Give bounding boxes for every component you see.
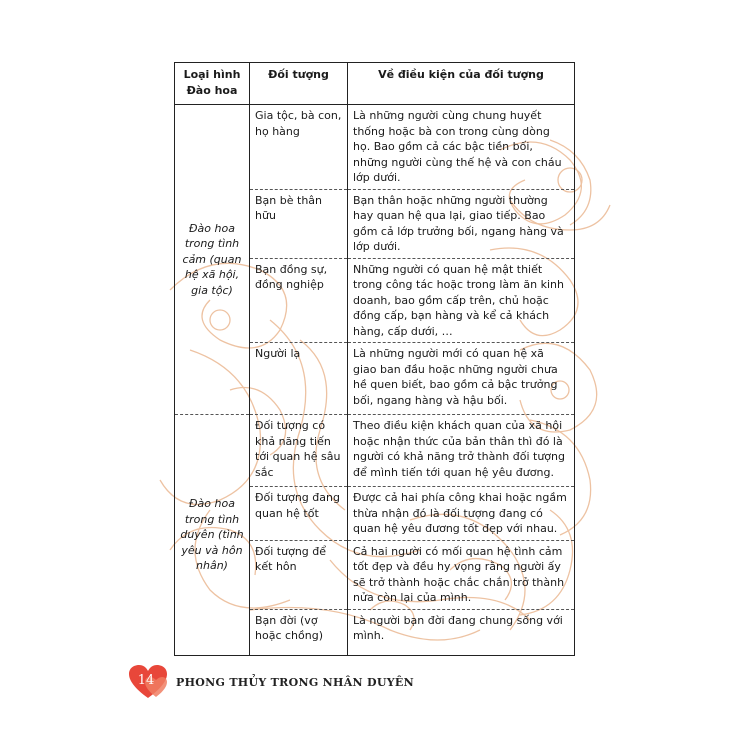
condition-cell: Bạn thân hoặc những người thường hay quan hệ qua lại, giao tiếp. Bao gồm cả lớp trưởng bối, ngang hàng và lớp dưới.: [348, 189, 575, 258]
table-header-row: [175, 63, 575, 105]
header-category: Loại hình Đào hoa: [175, 63, 250, 105]
condition-cell: Là người bạn đời đang chung sống với mình.: [348, 609, 575, 655]
running-title: PHONG THỦY TRONG NHÂN DUYÊN: [176, 675, 414, 689]
condition-cell: Những người có quan hệ mật thiết trong công tác hoặc trong làm ăn kinh doanh, bao gồm cấp trên, chủ hoặc đồng cấp, bạn hàng và kể cả khách hàng, cấp dưới, …: [348, 258, 575, 343]
page-number-badge: [128, 664, 168, 700]
category-cell: Đào hoa trong tình duyên (tình yêu và hôn nhân): [175, 415, 250, 656]
object-cell: Đối tượng đang quan hệ tốt: [250, 487, 348, 541]
header-condition: Về điều kiện của đối tượng: [348, 63, 575, 105]
object-cell: Đối tượng có khả năng tiến tới quan hệ sâu sắc: [250, 415, 348, 487]
object-cell: Đối tượng để kết hôn: [250, 540, 348, 609]
category-cell: Đào hoa trong tình cảm (quan hệ xã hội, gia tộc): [175, 105, 250, 415]
condition-cell: Cả hai người có mối quan hệ tình cảm tốt đẹp và đều hy vọng rằng người ấy sẽ trở thành hoặc chắc chắn trở thành nửa còn lại của mình.: [348, 540, 575, 609]
condition-cell: Được cả hai phía công khai hoặc ngầm thừa nhận đó là đối tượng đang có quan hệ yêu đương tốt đẹp với nhau.: [348, 487, 575, 541]
object-cell: Bạn bè thân hữu: [250, 189, 348, 258]
object-cell: Người lạ: [250, 343, 348, 415]
page-footer: [128, 664, 414, 700]
condition-cell: Là những người cùng chung huyết thống hoặc bà con trong cùng dòng họ. Bao gồm cả các bậc tiền bối, những người cùng thế hệ và con cháu lớp dưới.: [348, 105, 575, 190]
condition-cell: Là những người mới có quan hệ xã giao ban đầu hoặc những người chưa hề quen biết, bao gồm cả bậc trưởng bối, ngang hàng và hậu bối.: [348, 343, 575, 415]
table-row: [175, 415, 575, 487]
table-row: [175, 105, 575, 190]
condition-cell: Theo điều kiện khách quan của xã hội hoặc nhận thức của bản thân thì đó là người có khả năng trở thành đối tượng để mình tiến tới quan hệ yêu đương.: [348, 415, 575, 487]
object-cell: Gia tộc, bà con, họ hàng: [250, 105, 348, 190]
object-cell: Bạn đồng sự, đồng nghiệp: [250, 258, 348, 343]
object-conditions-table: [174, 62, 575, 656]
header-object: Đối tượng: [250, 63, 348, 105]
object-cell: Bạn đời (vợ hoặc chồng): [250, 609, 348, 655]
page-number: 14: [137, 673, 155, 688]
